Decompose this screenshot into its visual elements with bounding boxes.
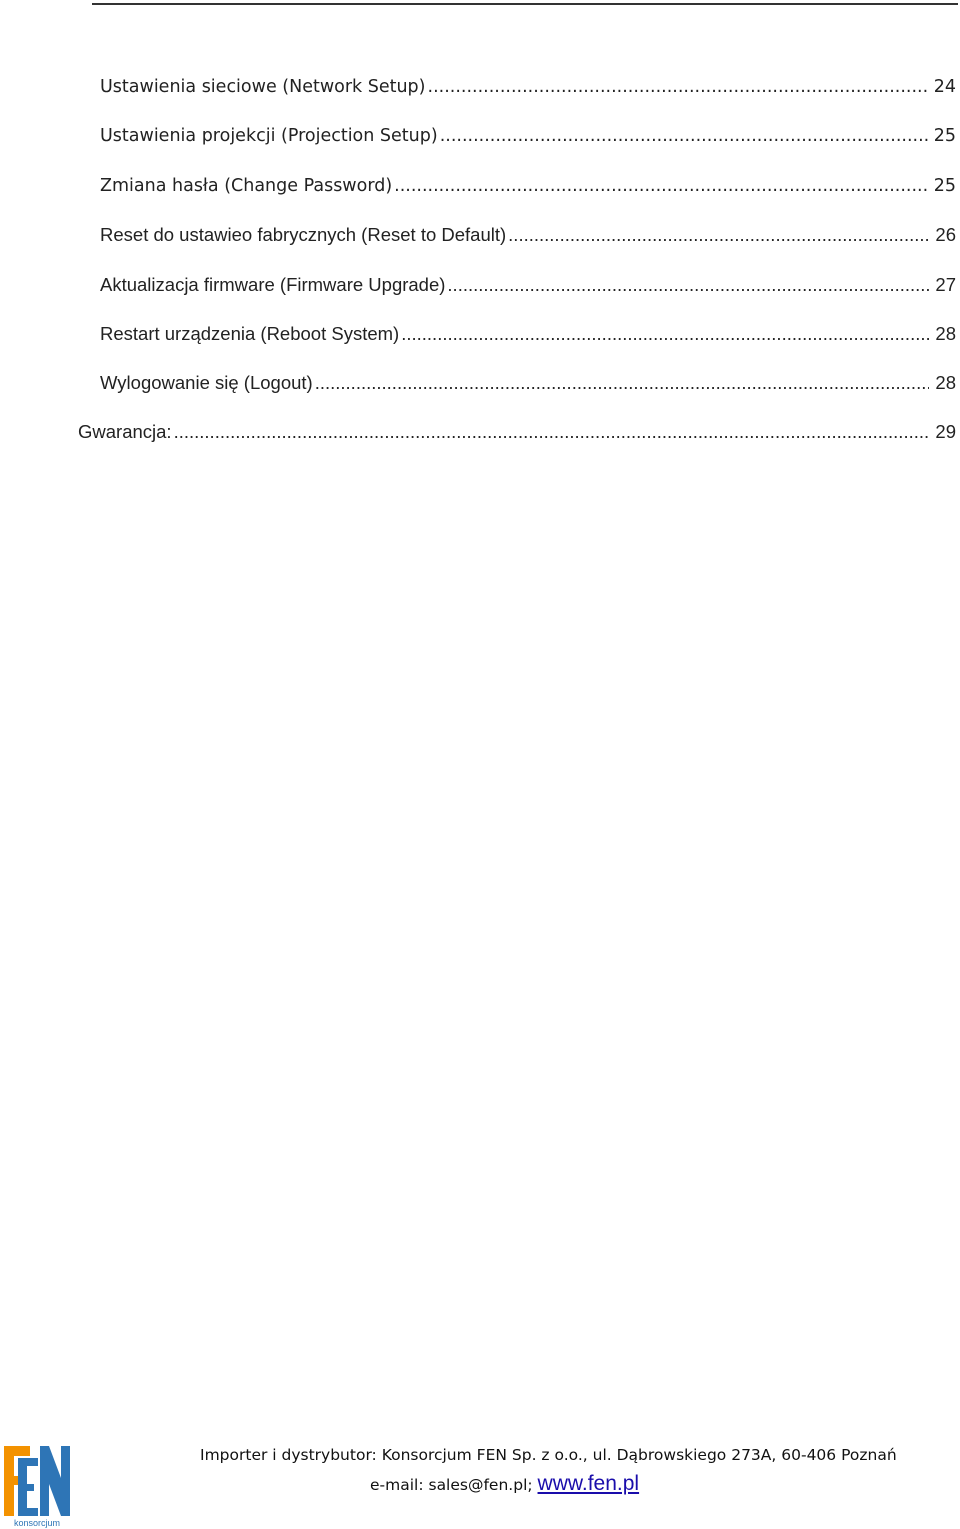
toc-entry-reset-to-default[interactable]: [100, 222, 956, 248]
logo-e-top: [18, 1458, 38, 1466]
logo-e-bottom: [18, 1508, 38, 1516]
toc-entry-page: 26: [935, 224, 956, 245]
toc-leader-dots: [508, 222, 929, 248]
toc-entry-title: Zmiana hasła (Change Password): [100, 176, 393, 196]
toc-entry-page: 28: [935, 323, 956, 344]
toc-entry-title: Restart urządzenia (Reboot System): [100, 323, 400, 344]
website-link[interactable]: www.fen.pl: [537, 1472, 640, 1495]
toc-entry-page: 29: [935, 421, 956, 442]
toc-entry-page: 25: [933, 176, 956, 196]
toc-leader-dots: [315, 370, 930, 396]
toc-entry-page: 27: [935, 274, 956, 295]
logo-f-top: [4, 1446, 30, 1456]
toc-entry-title: Wylogowanie się (Logout): [100, 372, 313, 393]
toc-leader-dots: [447, 272, 929, 298]
toc-leader-dots: [394, 173, 928, 199]
logo-n-right: [61, 1446, 70, 1516]
toc-entry-page: 28: [935, 372, 956, 393]
toc-entry-warranty[interactable]: [78, 419, 956, 445]
fen-logo-icon: [2, 1442, 72, 1528]
header-rule: [92, 3, 958, 5]
email-text: e-mail: sales@fen.pl;: [370, 1476, 538, 1494]
toc-entry-network-setup[interactable]: [100, 74, 956, 100]
toc-entry-title: Ustawienia projekcji (Projection Setup): [100, 126, 438, 146]
toc-entry-title: Gwarancja:: [78, 421, 172, 442]
toc-entry-title: Ustawienia sieciowe (Network Setup): [100, 77, 426, 97]
toc-leader-dots: [401, 321, 929, 347]
logo-e-middle: [18, 1484, 34, 1491]
toc-leader-dots: [428, 74, 928, 100]
toc-leader-dots: [174, 419, 930, 445]
toc-entry-page: 25: [933, 126, 956, 146]
toc-entry-firmware-upgrade[interactable]: [100, 272, 956, 298]
logo-subtext: konsorcjum: [13, 1518, 61, 1528]
toc-leader-dots: [440, 123, 928, 149]
importer-line: Importer i dystrybutor: Konsorcjum FEN Sp. z o.o., ul. Dąbrowskiego 273A, 60-406 Poznań: [200, 1446, 897, 1464]
toc-entry-page: 24: [933, 77, 956, 97]
toc-entry-reboot-system[interactable]: [100, 321, 956, 347]
toc-entry-change-password[interactable]: [100, 173, 956, 199]
toc-entry-logout[interactable]: [100, 370, 956, 396]
contact-line: [370, 1472, 639, 1496]
toc-entry-title: Aktualizacja firmware (Firmware Upgrade): [100, 274, 446, 295]
toc-entry-title: Reset do ustawieo fabrycznych (Reset to Default): [100, 224, 507, 245]
toc-entry-projection-setup[interactable]: [100, 123, 956, 149]
